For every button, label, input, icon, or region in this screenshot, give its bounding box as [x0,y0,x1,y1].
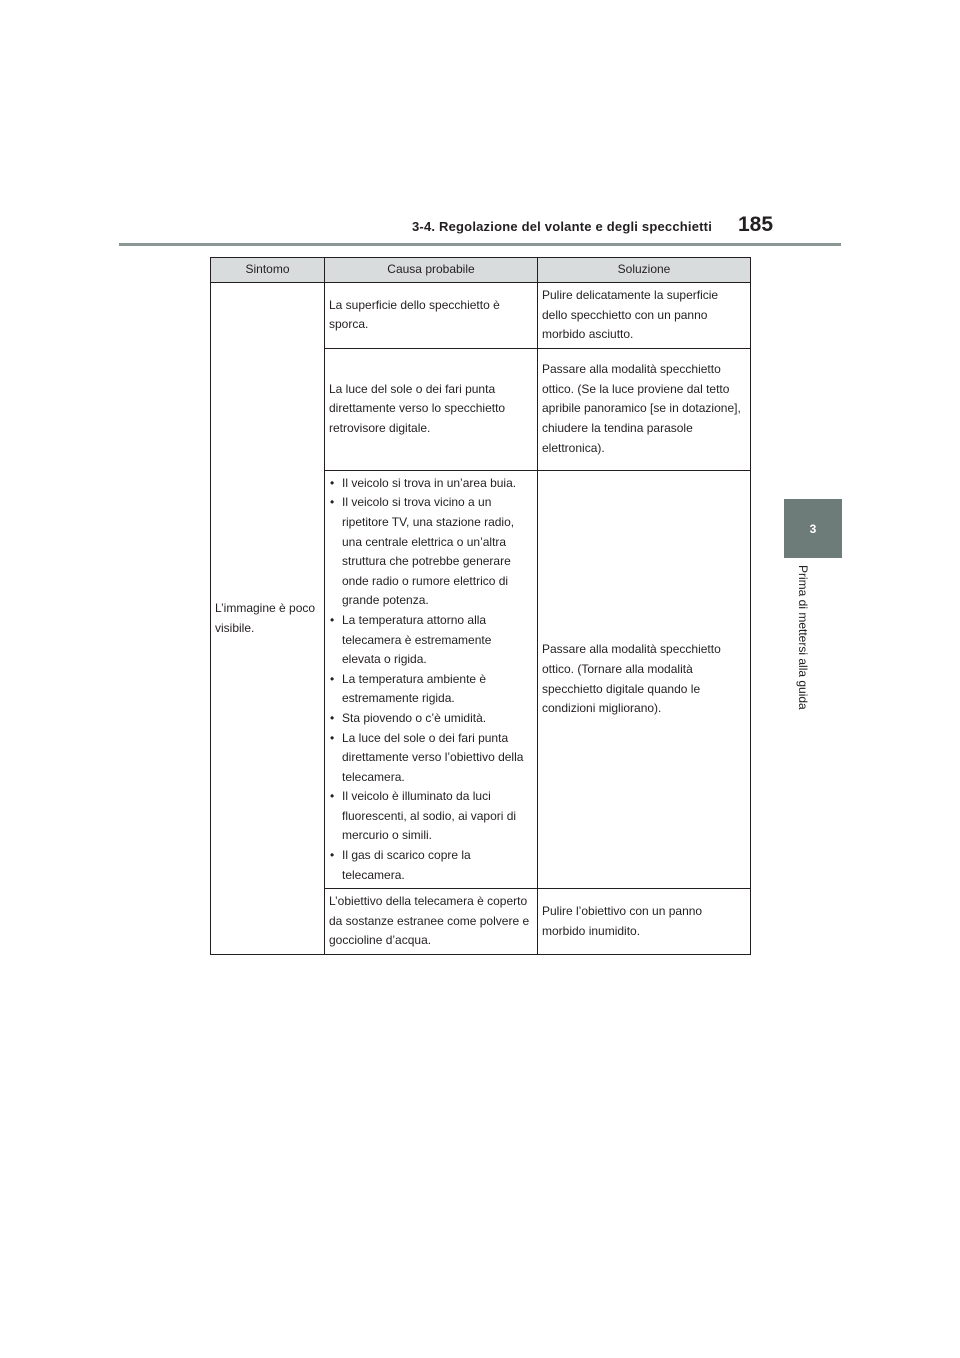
header-rule [119,243,841,246]
list-item: • La temperatura attorno alla telecamera è estremamente elevata o rigida. [329,611,533,670]
column-header: Sintomo [211,258,325,283]
list-item: • La luce del sole o dei fari punta direttamente verso l’obiettivo della telecamera. [329,729,533,788]
cause-list [329,474,533,885]
list-item: • Sta piovendo o c’è umidità. [329,709,533,729]
solution-cell: Pulire l’obiettivo con un panno morbido inumidito. [538,889,751,955]
chapter-number: 3 [809,521,817,536]
cause-cell [325,470,538,888]
chapter-tab [784,499,842,558]
list-item: • Il veicolo si trova vicino a un ripetitore TV, una stazione radio, una centrale elettrica o un’altra struttura che potrebbe generare onde radio o rumore elettrico di grande potenza. [329,493,533,611]
cause-cell: La luce del sole o dei fari punta direttamente verso lo specchietto retrovisore digitale. [325,348,538,470]
list-item: • La temperatura ambiente è estremamente rigida. [329,670,533,709]
section-title: 3-4. Regolazione del volante e degli specchietti [412,219,713,234]
solution-cell: Passare alla modalità specchietto ottico. (Tornare alla modalità specchietto digitale quando le condizioni migliorano). [538,470,751,888]
solution-cell: Pulire delicatamente la superficie dello specchietto con un panno morbido asciutto. [538,283,751,349]
symptom-cell: L’immagine è poco visibile. [211,283,325,955]
cause-cell: La superficie dello specchietto è sporca. [325,283,538,349]
table-row [211,283,751,349]
cause-cell: L’obiettivo della telecamera è coperto da sostanze estranee come polvere e goccioline d’acqua. [325,889,538,955]
table-header-row [211,258,751,283]
list-item: • Il veicolo si trova in un’area buia. [329,474,533,494]
solution-cell: Passare alla modalità specchietto ottico. (Se la luce proviene dal tetto apribile panoramico [se in dotazione], chiudere la tendina parasole elettronica). [538,348,751,470]
column-header: Causa probabile [325,258,538,283]
list-item: • Il veicolo è illuminato da luci fluorescenti, al sodio, ai vapori di mercurio o simili. [329,787,533,846]
troubleshooting-table [210,257,751,955]
list-item: • Il gas di scarico copre la telecamera. [329,846,533,885]
chapter-title: Prima di mettersi alla guida [796,565,810,710]
column-header: Soluzione [538,258,751,283]
page-number: 185 [738,213,774,236]
